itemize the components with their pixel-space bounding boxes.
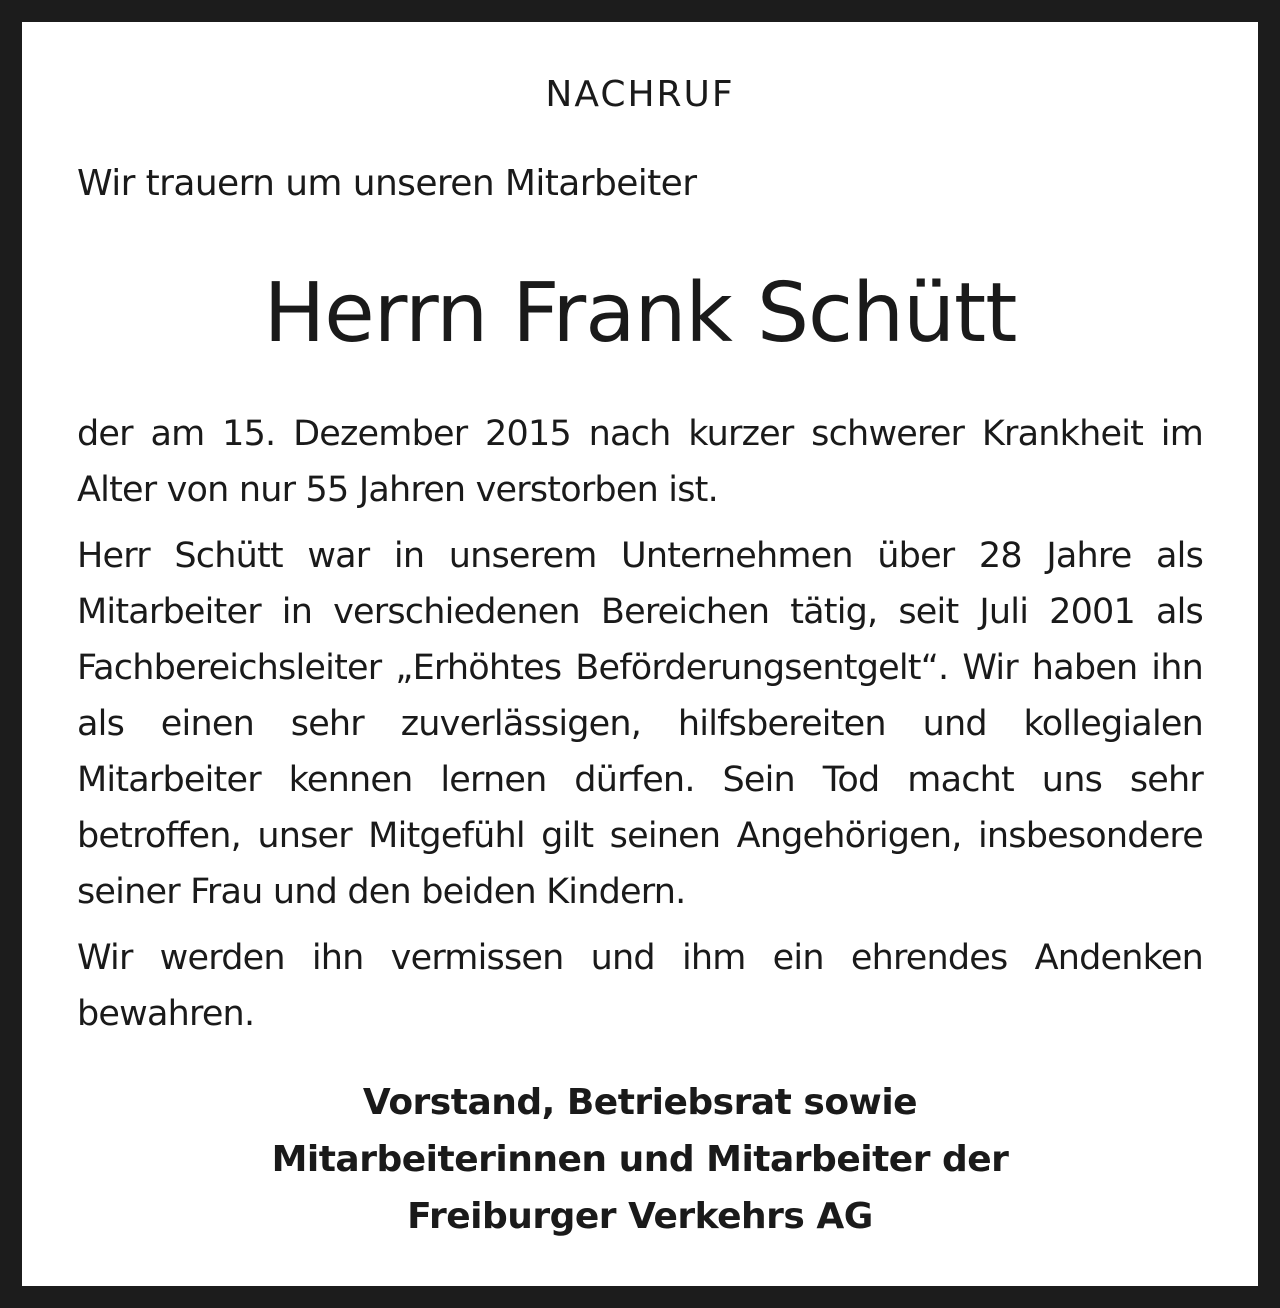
paragraph-death-date: der am 15. Dezember 2015 nach kurzer schwerer Krankheit im Alter von nur 55 Jahren verstorben ist. [77, 414, 1203, 510]
obituary-notice [22, 22, 1258, 1286]
signature-line: Freiburger Verkehrs AG [407, 1196, 873, 1237]
signature-block [22, 1074, 1258, 1245]
paragraph-remembrance: Wir werden ihn vermissen und ihm ein ehrendes Andenken bewahren. [77, 938, 1203, 1034]
signature-line: Vorstand, Betriebsrat sowie [362, 1082, 918, 1123]
intro-line: Wir trauern um unseren Mitarbeiter [77, 163, 697, 204]
signature-line: Mitarbeiterinnen und Mitarbeiter der [271, 1139, 1009, 1180]
notice-body [77, 406, 1203, 1052]
deceased-name: Herrn Frank Schütt [263, 266, 1017, 361]
paragraph-career: Herr Schütt war in unserem Unternehmen über 28 Jahre als Mitarbeiter in verschiedenen Bereichen tätig, seit Juli 2001 als Fachbereichsleiter „Erhöhtes Beförderungsentgelt“. Wir haben ihn als einen sehr zuverlässigen, hilfsbereiten und kollegialen Mitarbeiter kennen lernen dürfen. Sein Tod macht uns sehr betroffen, unser Mitgefühl gilt seinen Angehörigen, insbesondere seiner Frau und den beiden Kindern. [77, 536, 1203, 912]
notice-heading: NACHRUF [545, 74, 735, 115]
